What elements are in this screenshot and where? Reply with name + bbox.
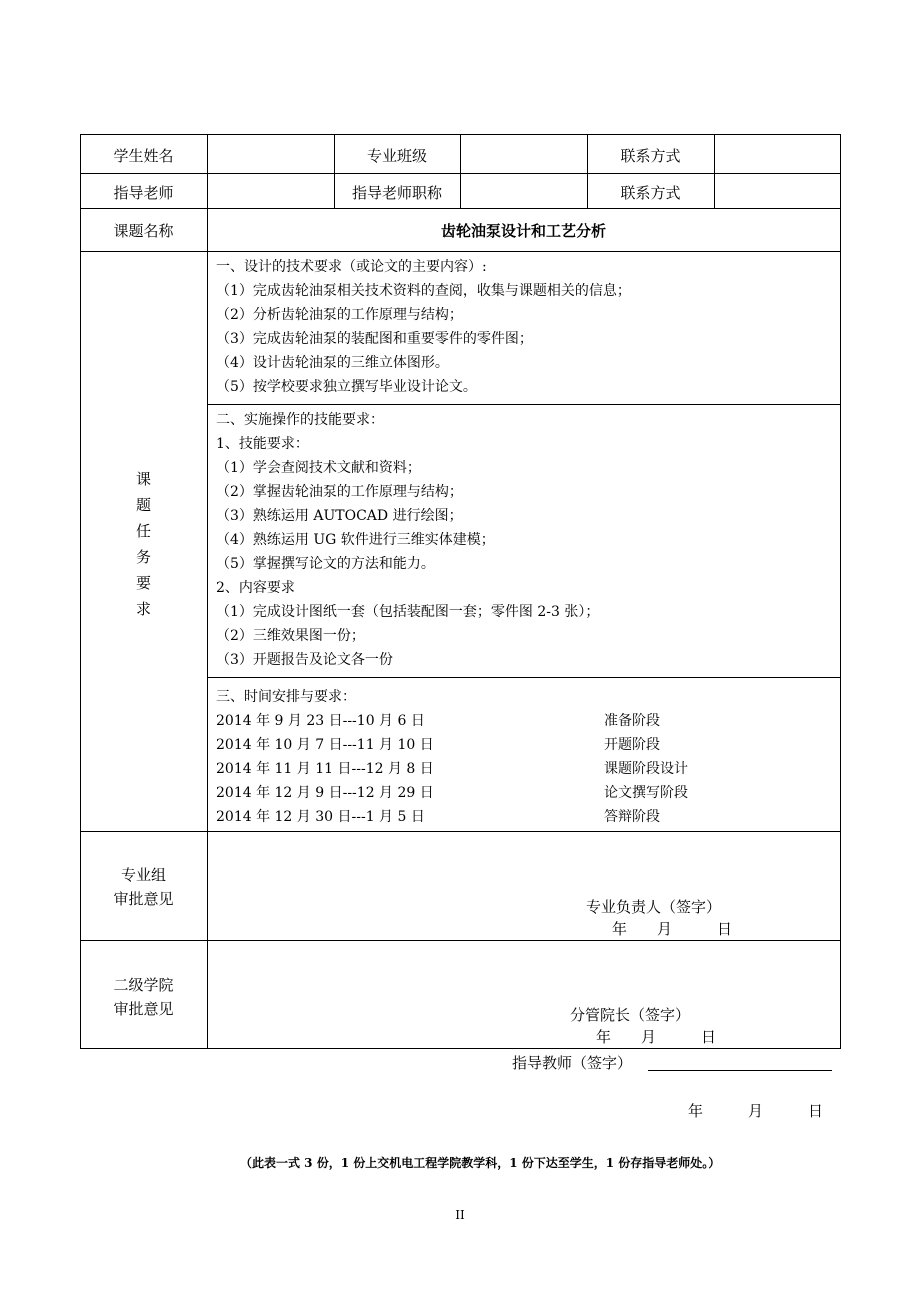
advisor-signature-label: 指导教师（签字） [512,1054,633,1072]
advisor-label: 指导老师 [113,184,174,202]
student-name-label: 学生姓名 [113,147,174,165]
table-border-right [840,134,841,1049]
schedule-phase: 准备阶段 [604,713,660,729]
table-col-divider [714,134,715,208]
major-signer-label: 专业负责人（签字） [586,898,722,916]
section2-sub-heading: 2、内容要求 [216,580,295,596]
task-label-char: 求 [135,600,151,618]
content-item: （2）三维效果图一份； [216,628,365,644]
college-signer-label: 分管院长（签字） [570,1006,691,1024]
schedule-dates: 2014 年 12 月 30 日---1 月 5 日 [216,809,425,825]
skill-item: （2）掌握齿轮油泵的工作原理与结构； [216,484,463,500]
task-label-char: 任 [135,522,151,540]
college-approval-label: 审批意见 [113,1000,174,1018]
advisor-contact-label: 联系方式 [620,184,681,202]
section1-item: （4）设计齿轮油泵的三维立体图形。 [216,355,449,371]
advisor-title-label: 指导老师职称 [351,184,442,202]
content-item: （1）完成设计图纸一套（包括装配图一套；零件图 2-3 张）； [216,604,600,620]
schedule-phase: 论文撰写阶段 [604,785,688,801]
table-row-divider [80,208,841,209]
major-sign-date: 年 月 日 [612,920,733,938]
skill-item: （5）掌握撰写论文的方法和能力。 [216,556,435,572]
section1-item: （2）分析齿轮油泵的工作原理与结构； [216,307,463,323]
topic-label: 课题名称 [113,222,174,240]
task-label-char: 务 [135,548,151,566]
major-approval-label: 审批意见 [113,890,174,908]
schedule-dates: 2014 年 11 月 11 日---12 月 8 日 [216,761,434,777]
table-row-divider [80,940,841,941]
schedule-dates: 2014 年 9 月 23 日---10 月 6 日 [216,713,425,729]
schedule-dates: 2014 年 12 月 9 日---12 月 29 日 [216,785,434,801]
skill-item: （1）学会查阅技术文献和资料； [216,460,421,476]
table-col-divider [207,134,208,1049]
task-label-char: 要 [135,574,151,592]
table-col-divider [460,134,461,208]
schedule-phase: 课题阶段设计 [604,761,688,777]
table-row-divider [207,404,841,405]
topic-value: 齿轮油泵设计和工艺分析 [440,222,606,240]
college-sign-date: 年 月 日 [596,1028,717,1046]
section1-item: （3）完成齿轮油泵的装配图和重要零件的零件图； [216,331,533,347]
major-class-label: 专业班级 [366,147,427,165]
footer-date: 年 月 日 [688,1102,824,1120]
skill-item: （3）熟练运用 AUTOCAD 进行绘图； [216,508,463,524]
section1-item: （1）完成齿轮油泵相关技术资料的查阅，收集与课题相关的信息； [216,283,631,299]
section1-heading: 一、设计的技术要求（或论文的主要内容）: [216,259,487,275]
page-number: II [455,1208,465,1222]
task-label-char: 题 [135,496,151,514]
task-label-char: 课 [135,470,151,488]
section2-sub-heading: 1、技能要求： [216,436,309,452]
major-approval-label: 专业组 [120,866,166,884]
schedule-phase: 开题阶段 [604,737,660,753]
schedule-dates: 2014 年 10 月 7 日---11 月 10 日 [216,737,434,753]
table-row-divider [80,251,841,252]
schedule-phase: 答辩阶段 [604,809,660,825]
content-item: （3）开题报告及论文各一份 [216,652,393,668]
section1-item: （5）按学校要求独立撰写毕业设计论文。 [216,379,477,395]
skill-item: （4）熟练运用 UG 软件进行三维实体建模； [216,532,495,548]
college-approval-label: 二级学院 [113,976,174,994]
contact-label: 联系方式 [620,147,681,165]
distribution-note: （此表一式 3 份，1 份上交机电工程学院教学科，1 份下达至学生，1 份存指导老师处。） [240,1156,721,1170]
table-row-divider [80,831,841,832]
section3-heading: 三、时间安排与要求： [216,689,356,705]
table-row-divider [207,677,841,678]
advisor-signature-line[interactable] [648,1070,832,1071]
table-border-bottom [80,1048,841,1049]
section2-heading: 二、实施操作的技能要求： [216,412,384,428]
